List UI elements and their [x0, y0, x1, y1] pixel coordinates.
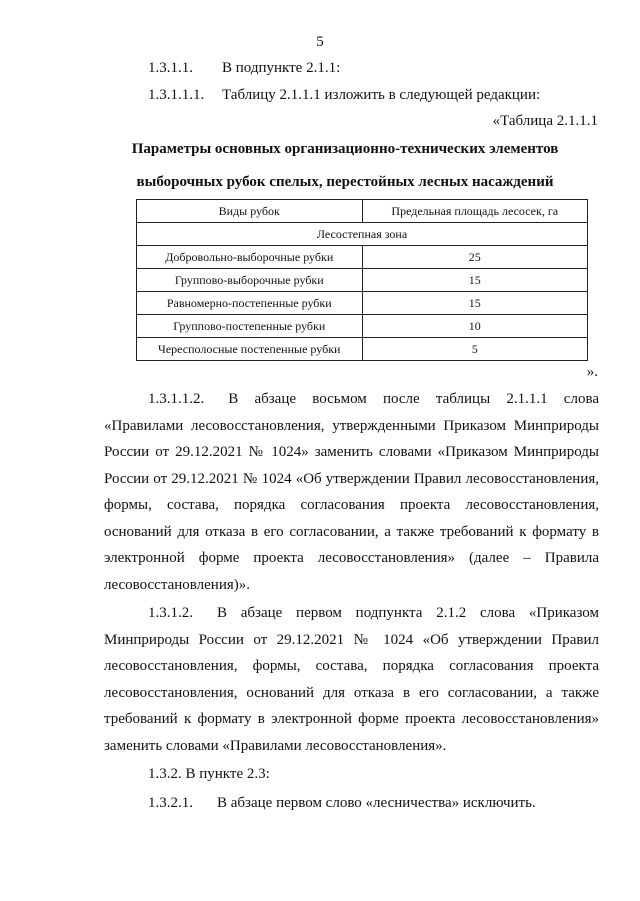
- paragraph-1-3-2-1: [104, 790, 599, 817]
- paragraph-text: В абзаце восьмом после таблицы 2.1.1.1 слова «Правилами лесовосстановления, утвержденными Приказом Минприроды России от 29.12.2021 № 1024» заменить словами «Приказом Минприроды России от 29.12.2021 № 1024 «Об утверждении Правил лесовосстановления, формы, состава, порядка согласования проекта лесовосстановления, оснований для отказа в его согласовании, а также требований к формату в электронной форме проекта лесовосстановления» (далее – Правила лесовосстановления)».: [104, 391, 599, 593]
- paragraph-1-3-2: 1.3.2. В пункте 2.3:: [148, 766, 270, 782]
- table-row: [137, 292, 588, 315]
- table-header-row: [137, 200, 588, 223]
- clause-number: 1.3.1.2.: [148, 605, 193, 621]
- header-cell-area: Предельная площадь лесосек, га: [362, 200, 588, 223]
- parameters-table: [136, 199, 588, 361]
- cell-area: 25: [362, 246, 588, 269]
- cell-kind: Группово-постепенные рубки: [137, 315, 363, 338]
- table-row: [137, 246, 588, 269]
- table-caption: «Таблица 2.1.1.1: [492, 113, 598, 129]
- cell-area: 15: [362, 292, 588, 315]
- table-row: [137, 338, 588, 361]
- paragraph-text: В абзаце первом слово «лесничества» исключить.: [217, 794, 536, 811]
- paragraph-1-3-1-2: [104, 600, 599, 759]
- cell-area: 5: [362, 338, 588, 361]
- cell-kind: Добровольно-выборочные рубки: [137, 246, 363, 269]
- table-close-quote: ».: [586, 364, 598, 380]
- clause-text: В подпункте 2.1.1:: [222, 60, 341, 76]
- table-zone-row: [137, 223, 588, 246]
- cell-kind: Равномерно-постепенные рубки: [137, 292, 363, 315]
- cell-kind: Чересполосные постепенные рубки: [137, 338, 363, 361]
- clause-number: 1.3.1.1.2.: [148, 391, 205, 407]
- paragraph-1-3-1-1-2: [104, 386, 599, 598]
- zone-cell: Лесостепная зона: [137, 223, 588, 246]
- table-row: [137, 315, 588, 338]
- page-number: 5: [316, 34, 324, 50]
- table-title: Параметры основных организационно-технических элементов выборочных рубок спелых, перестойных лесных насаждений: [131, 141, 559, 190]
- document-body: [104, 386, 599, 816]
- clause-1-3-1-1-1: [148, 87, 540, 104]
- table-row: [137, 269, 588, 292]
- clause-text: Таблицу 2.1.1.1 изложить в следующей редакции:: [222, 87, 541, 103]
- header-cell-kind: Виды рубок: [137, 200, 363, 223]
- paragraph-text: В абзаце первом подпункта 2.1.2 слова «Приказом Минприроды России от 29.12.2021 № 1024 «Об утверждении Правил лесовосстановления, формы, состава, порядка согласования проекта лесовосстановления, оснований для отказа в его согласовании, а также требований к формату в электронной форме проекта лесовосстановления» заменить словами «Правилами лесовосстановления».: [104, 605, 599, 754]
- cell-area: 10: [362, 315, 588, 338]
- cell-kind: Группово-выборочные рубки: [137, 269, 363, 292]
- clause-number: 1.3.1.1.: [148, 60, 193, 76]
- clause-number: 1.3.1.1.1.: [148, 87, 205, 103]
- clause-1-3-1-1: [148, 60, 340, 77]
- clause-number: 1.3.2.1.: [148, 794, 193, 811]
- cell-area: 15: [362, 269, 588, 292]
